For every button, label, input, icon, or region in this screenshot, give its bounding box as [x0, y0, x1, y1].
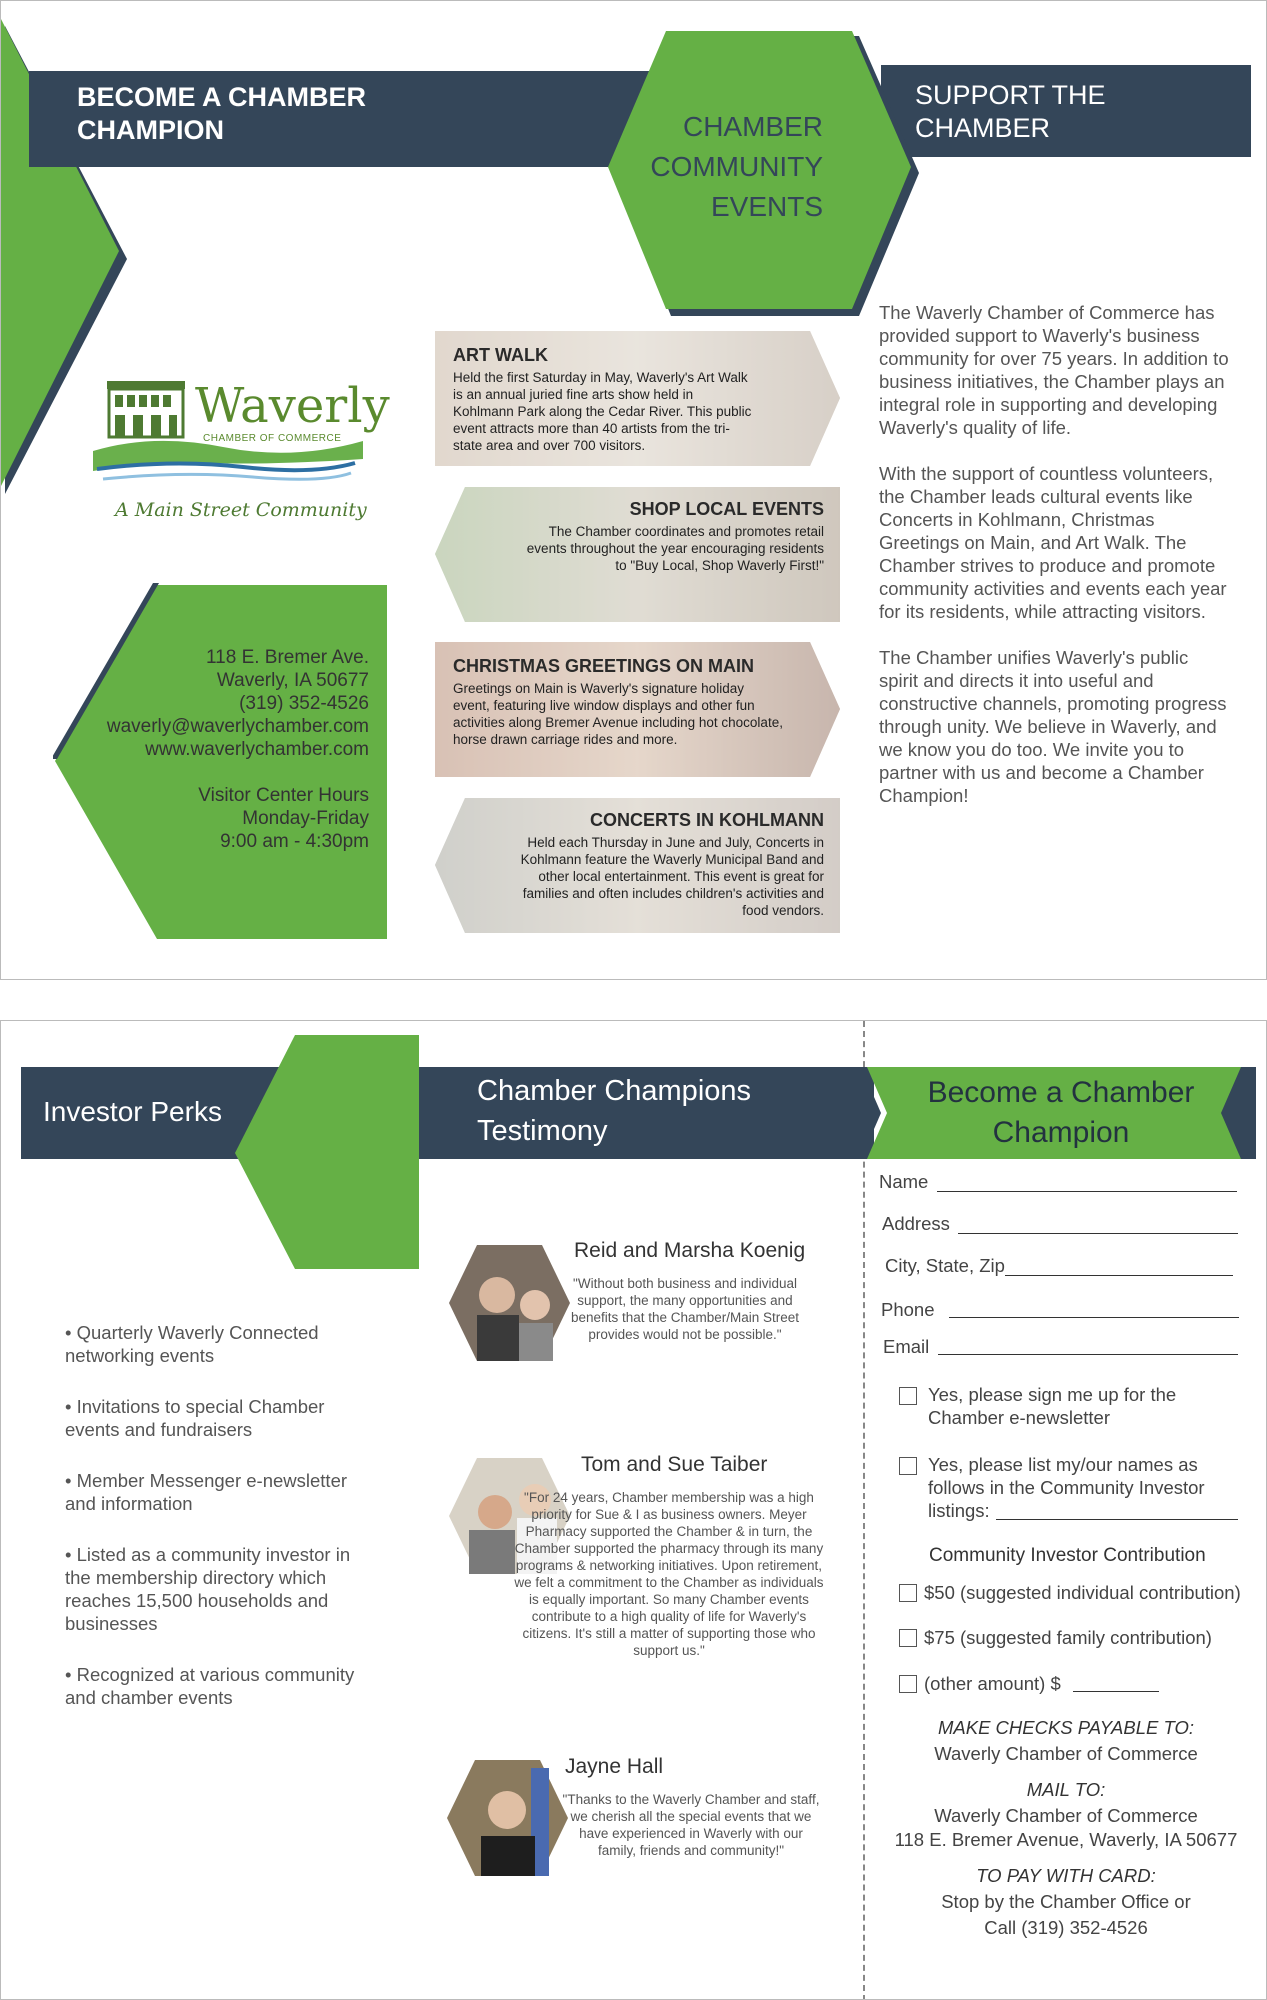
hours-title: Visitor Center Hours: [198, 785, 369, 806]
perk-2: • Invitations to special Chamber events and fundraisers: [65, 1396, 325, 1440]
opt1-label: $50 (suggested individual contribution): [924, 1582, 1241, 1603]
phone-label: Phone: [881, 1299, 935, 1320]
city-field[interactable]: [1005, 1275, 1233, 1276]
support-paragraph-2: With the support of countless volunteers, the Chamber leads cultural events like Concerts in Kohlmann, Christmas Greetings on Main, and Art Walk. The Chamber strives to produce and promote community activities and events each year for its residents, while attracting visitors.: [879, 463, 1227, 622]
christmas-text: Greetings on Main is Waverly's signature holiday event, featuring live window displays and other fun activities along Bremer Avenue including hot chocolate, horse drawn carriage rides and more.: [453, 681, 783, 747]
events-header-title: CHAMBER COMMUNITY EVENTS: [650, 111, 823, 222]
perk-1: • Quarterly Waverly Connected networking events: [65, 1322, 319, 1366]
mail-title: MAIL TO:: [1026, 1779, 1106, 1800]
art-walk-title: ART WALK: [453, 345, 548, 365]
event-concerts: [435, 798, 840, 933]
name-field[interactable]: [937, 1191, 1237, 1192]
opt1-checkbox[interactable]: [899, 1584, 917, 1602]
newsletter-checkbox[interactable]: [899, 1387, 917, 1405]
testimonial-2-name: Tom and Sue Taiber: [581, 1453, 768, 1476]
listing-checkbox[interactable]: [899, 1457, 917, 1475]
card-line2: Call (319) 352-4526: [984, 1917, 1148, 1938]
listing-field[interactable]: [996, 1519, 1238, 1520]
event-art-walk: [435, 331, 840, 466]
christmas-title: CHRISTMAS GREETINGS ON MAIN: [453, 656, 755, 676]
checks-title: MAKE CHECKS PAYABLE TO:: [937, 1717, 1194, 1738]
brochure-outside: [0, 0, 1267, 980]
testimonial-3-quote: "Thanks to the Waverly Chamber and staff, we cherish all the special events that we have experienced in Waverly with our family, friends and community!": [562, 1792, 820, 1858]
contact-address2: Waverly, IA 50677: [216, 670, 369, 691]
hall-photo: [445, 1758, 570, 1878]
mail-name: Waverly Chamber of Commerce: [934, 1805, 1198, 1826]
listing-label: Yes, please list my/our names as follows in the Community Investor listings:: [928, 1454, 1205, 1521]
right-header-title: SUPPORT THE CHAMBER: [915, 80, 1106, 143]
art-walk-text: Held the first Saturday in May, Waverly's Art Walk is an annual juried fine arts show held in Kohlmann Park along the Cedar River. This public event attracts more than 40 artists from the tri-state area and over 700 visitors.: [453, 370, 752, 453]
contact-phone[interactable]: (319) 352-4526: [239, 693, 369, 714]
support-text: [879, 301, 1229, 807]
mail-address: 118 E. Bremer Avenue, Waverly, IA 50677: [894, 1829, 1238, 1850]
hours-time: 9:00 am - 4:30pm: [220, 831, 369, 852]
address-field[interactable]: [958, 1233, 1238, 1234]
perks-header-title: Investor Perks: [43, 1096, 222, 1127]
city-label: City, State, Zip: [885, 1255, 1005, 1276]
address-label: Address: [882, 1213, 950, 1234]
other-amount-field[interactable]: [1073, 1691, 1159, 1692]
opt3-checkbox[interactable]: [899, 1675, 917, 1693]
concerts-title: CONCERTS IN KOHLMANN: [590, 810, 824, 830]
logo-tagline: A Main Street Community: [115, 499, 367, 521]
opt2-checkbox[interactable]: [899, 1629, 917, 1647]
shop-local-text: The Chamber coordinates and promotes retail events throughout the year encouraging residents to "Buy Local, Shop Waverly First!": [526, 524, 824, 573]
card-title: TO PAY WITH CARD:: [976, 1865, 1156, 1886]
contact-address1: 118 E. Bremer Ave.: [206, 647, 369, 668]
contribution-title: Community Investor Contribution: [929, 1545, 1206, 1566]
contact-email[interactable]: waverly@waverlychamber.com: [106, 716, 369, 737]
contact-block: [91, 646, 369, 853]
newsletter-label: Yes, please sign me up for the Chamber e-newsletter: [928, 1384, 1177, 1428]
contact-web[interactable]: www.waverlychamber.com: [145, 739, 369, 760]
email-field[interactable]: [938, 1354, 1238, 1355]
event-shop-local: [435, 487, 840, 622]
perk-3: • Member Messenger e-newsletter and information: [65, 1470, 348, 1514]
hours-days: Monday-Friday: [242, 808, 369, 829]
testimonial-1-quote: "Without both business and individual support, the many opportunities and benefits that the Chamber/Main Street provides would not be possible.": [570, 1276, 800, 1342]
perks-hexagon: [233, 1033, 423, 1273]
waverly-logo: [93, 378, 390, 531]
phone-field[interactable]: [949, 1317, 1239, 1318]
support-paragraph-3: The Chamber unifies Waverly's public spirit and directs it into useful and constructive channels, promoting progress through unity. We believe in Waverly, and we know you do too. We invite you to partner with us and become a Chamber Champion!: [879, 647, 1227, 806]
testimonial-2-quote: "For 24 years, Chamber membership was a high priority for Sue & I as business owners. Meyer Pharmacy supported the Chamber & in turn, the Chamber supported the pharmacy through its many programs & networking initiatives. Upon retirement, we felt a commitment to the Chamber as individuals is equally important. So many Chamber events contribute to a high quality of life for Waverly's citizens. It's still a matter of supporting those who support us.": [514, 1490, 824, 1658]
card-line1: Stop by the Chamber Office or: [941, 1891, 1191, 1912]
left-header-title: BECOME A CHAMBER CHAMPION: [77, 82, 366, 145]
shop-local-title: SHOP LOCAL EVENTS: [629, 499, 824, 519]
name-label: Name: [879, 1171, 929, 1192]
checks-to: Waverly Chamber of Commerce: [934, 1743, 1198, 1764]
tear-line: [863, 1021, 865, 2000]
form-header-title: Become a Chamber Champion: [927, 1076, 1195, 1149]
testimonial-1-name: Reid and Marsha Koenig: [574, 1239, 806, 1262]
testimony-header-title: Chamber Champions Testimony: [477, 1075, 752, 1147]
support-paragraph-1: The Waverly Chamber of Commerce has provided support to Waverly's business community for over 75 years. In addition to business initiatives, the Chamber plays an integral role in supporting and developing Waverly's quality of life.: [879, 302, 1229, 438]
logo-sub: CHAMBER OF COMMERCE: [203, 433, 342, 444]
logo-name: Waverly: [195, 378, 390, 434]
concerts-text: Held each Thursday in June and July, Concerts in Kohlmann feature the Waverly Municipal Band and other local entertainment. This event is great for families and often includes children's activities and food vendors.: [520, 835, 824, 918]
perk-5: • Recognized at various community and chamber events: [65, 1664, 355, 1708]
koenig-photo: [447, 1243, 572, 1363]
opt2-label: $75 (suggested family contribution): [924, 1627, 1212, 1648]
email-label: Email: [883, 1336, 930, 1357]
brochure-inside: [0, 1020, 1267, 2000]
opt3-label: (other amount) $: [924, 1673, 1061, 1694]
event-christmas: [435, 642, 840, 777]
perk-4: • Listed as a community investor in the membership directory which reaches 15,500 households and businesses: [65, 1544, 351, 1634]
testimonial-3-name: Jayne Hall: [565, 1755, 664, 1778]
